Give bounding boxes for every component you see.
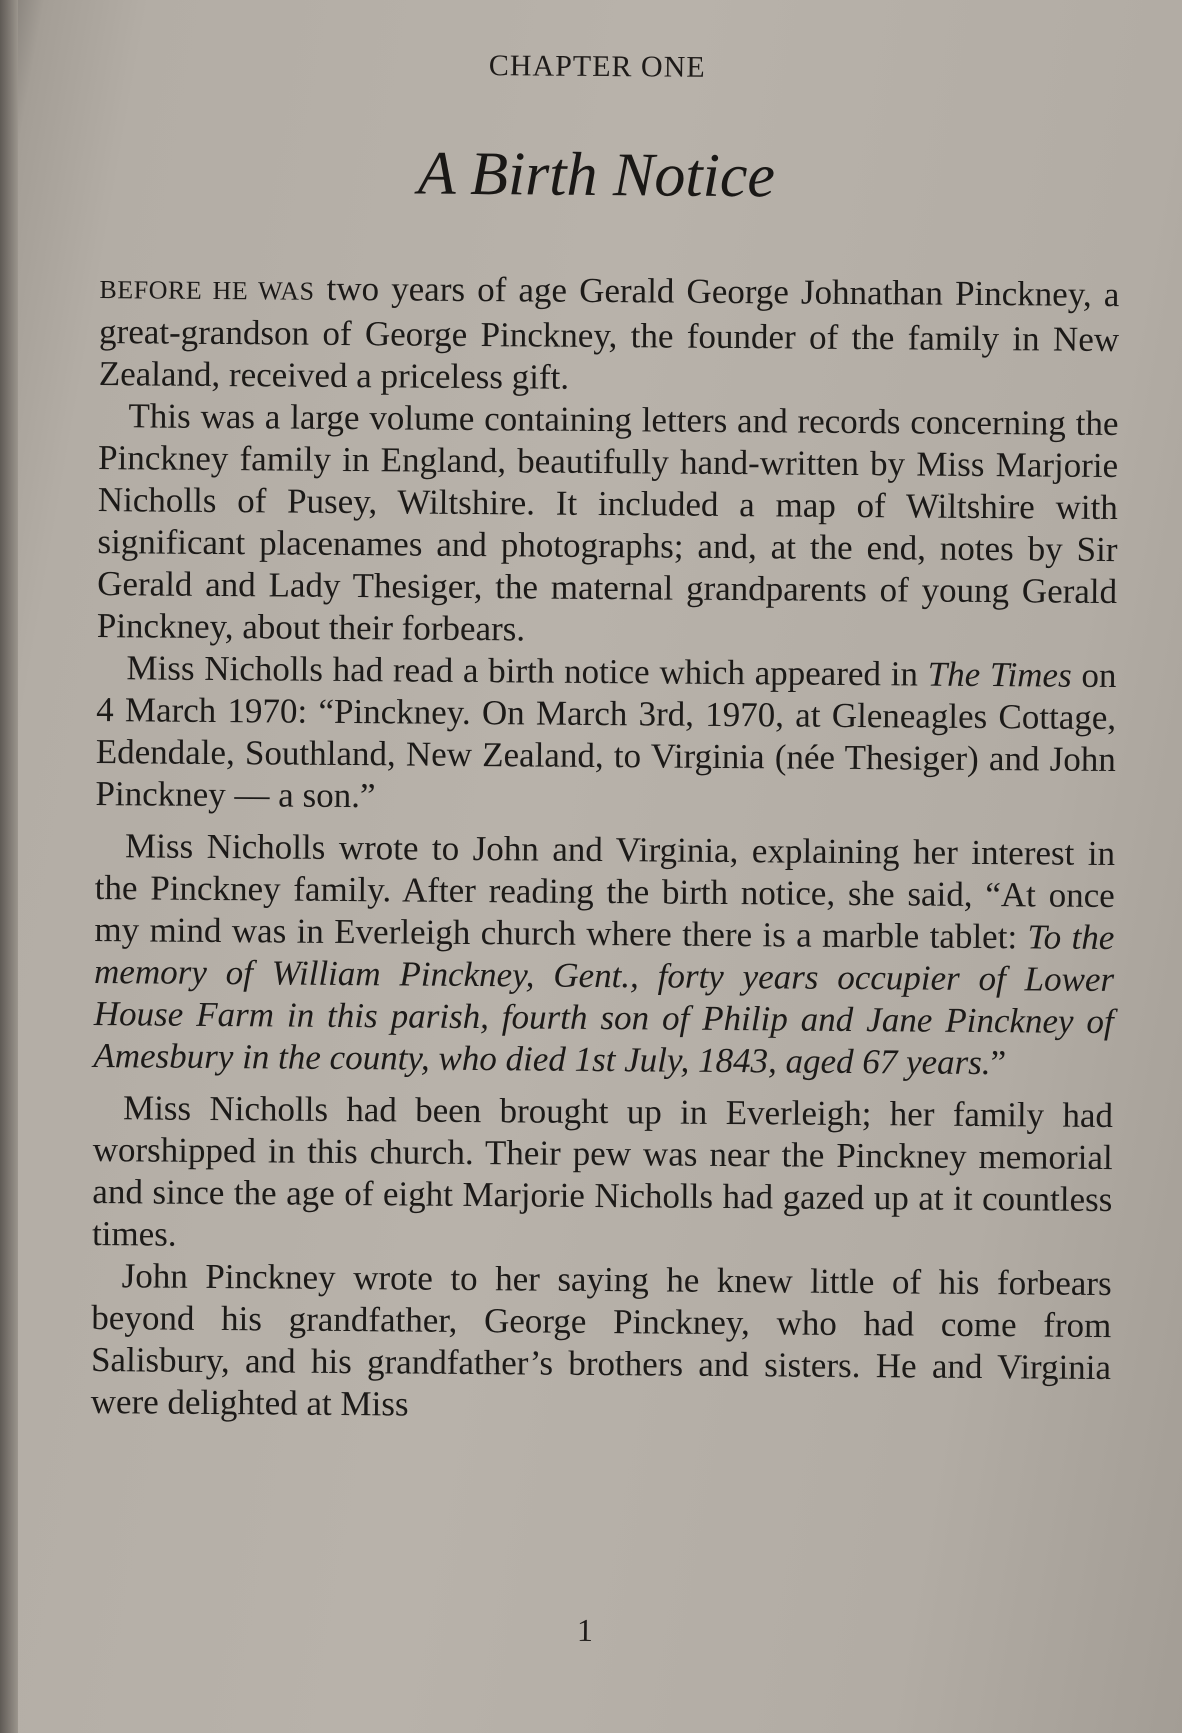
paragraph-3-text-b: on 4 March 1970: “Pinckney. On March 3rd, 1970, at Gleneagles Cottage, Edendale, Southland, New Zealand, to Virginia (née Thesiger) and John Pinckney — a son.” (95, 655, 1117, 816)
chapter-label: CHAPTER ONE (488, 49, 706, 84)
newspaper-name: The Times (927, 654, 1072, 695)
paragraph-6: John Pinckney wrote to her saying he knew little of his forbears beyond his grandfather, George Pinckney, who had come from Salisbury, and his grandfather’s brothers and sisters. He and Virginia were delighted at Miss (90, 1256, 1112, 1424)
paragraph-3 (95, 647, 1116, 823)
paragraph-3-text-a: Miss Nicholls had read a birth notice which appeared in (126, 648, 928, 694)
paragraph-4 (93, 825, 1115, 1085)
page-number: 1 (576, 1611, 594, 1648)
opening-small-caps: BEFORE HE WAS (99, 275, 315, 306)
chapter-title: A Birth Notice (417, 139, 776, 211)
paragraph-2: This was a large volume containing letters and records concerning the Pinckney family in England, beautifully hand-written by Miss Marjorie Nicholls of Pusey, Wiltshire. It included a map of Wiltshire with significant placenames and photographs; and, at the end, notes by Sir Gerald and Lady Thesiger, the maternal grandparents of young Gerald Pinckney, about their forbears. (96, 396, 1119, 649)
paragraph-1-text: two years of age Gerald George Johnathan Pinckney, a great-grandson of George Pinckney, the founder of the family in New Zealand, received a priceless gift. (98, 268, 1120, 397)
body-text (91, 266, 1120, 1431)
paragraph-5: Miss Nicholls had been brought up in Everleigh; her family had worshipped in this church. Their pew was near the Pinckney memorial and since the age of eight Marjorie Nicholls had gazed up at it countless times. (91, 1088, 1114, 1254)
paragraph-1 (99, 266, 1120, 403)
paragraph-4-text: Miss Nicholls wrote to John and Virginia, explaining her interest in the Pinckney family. After reading the birth notice, she said, “At once my mind was in Everleigh church where there is a marble tablet: (94, 826, 1116, 957)
paragraph-4-close-quote: ” (990, 1043, 1007, 1083)
memorial-inscription: To the memory of William Pinckney, Gent., forty years occupier of Lower House Farm in this parish, fourth son of Philip and Jane Pinckney of Amesbury in the county, who died 1st July, 1843, aged 67 years. (93, 917, 1115, 1083)
